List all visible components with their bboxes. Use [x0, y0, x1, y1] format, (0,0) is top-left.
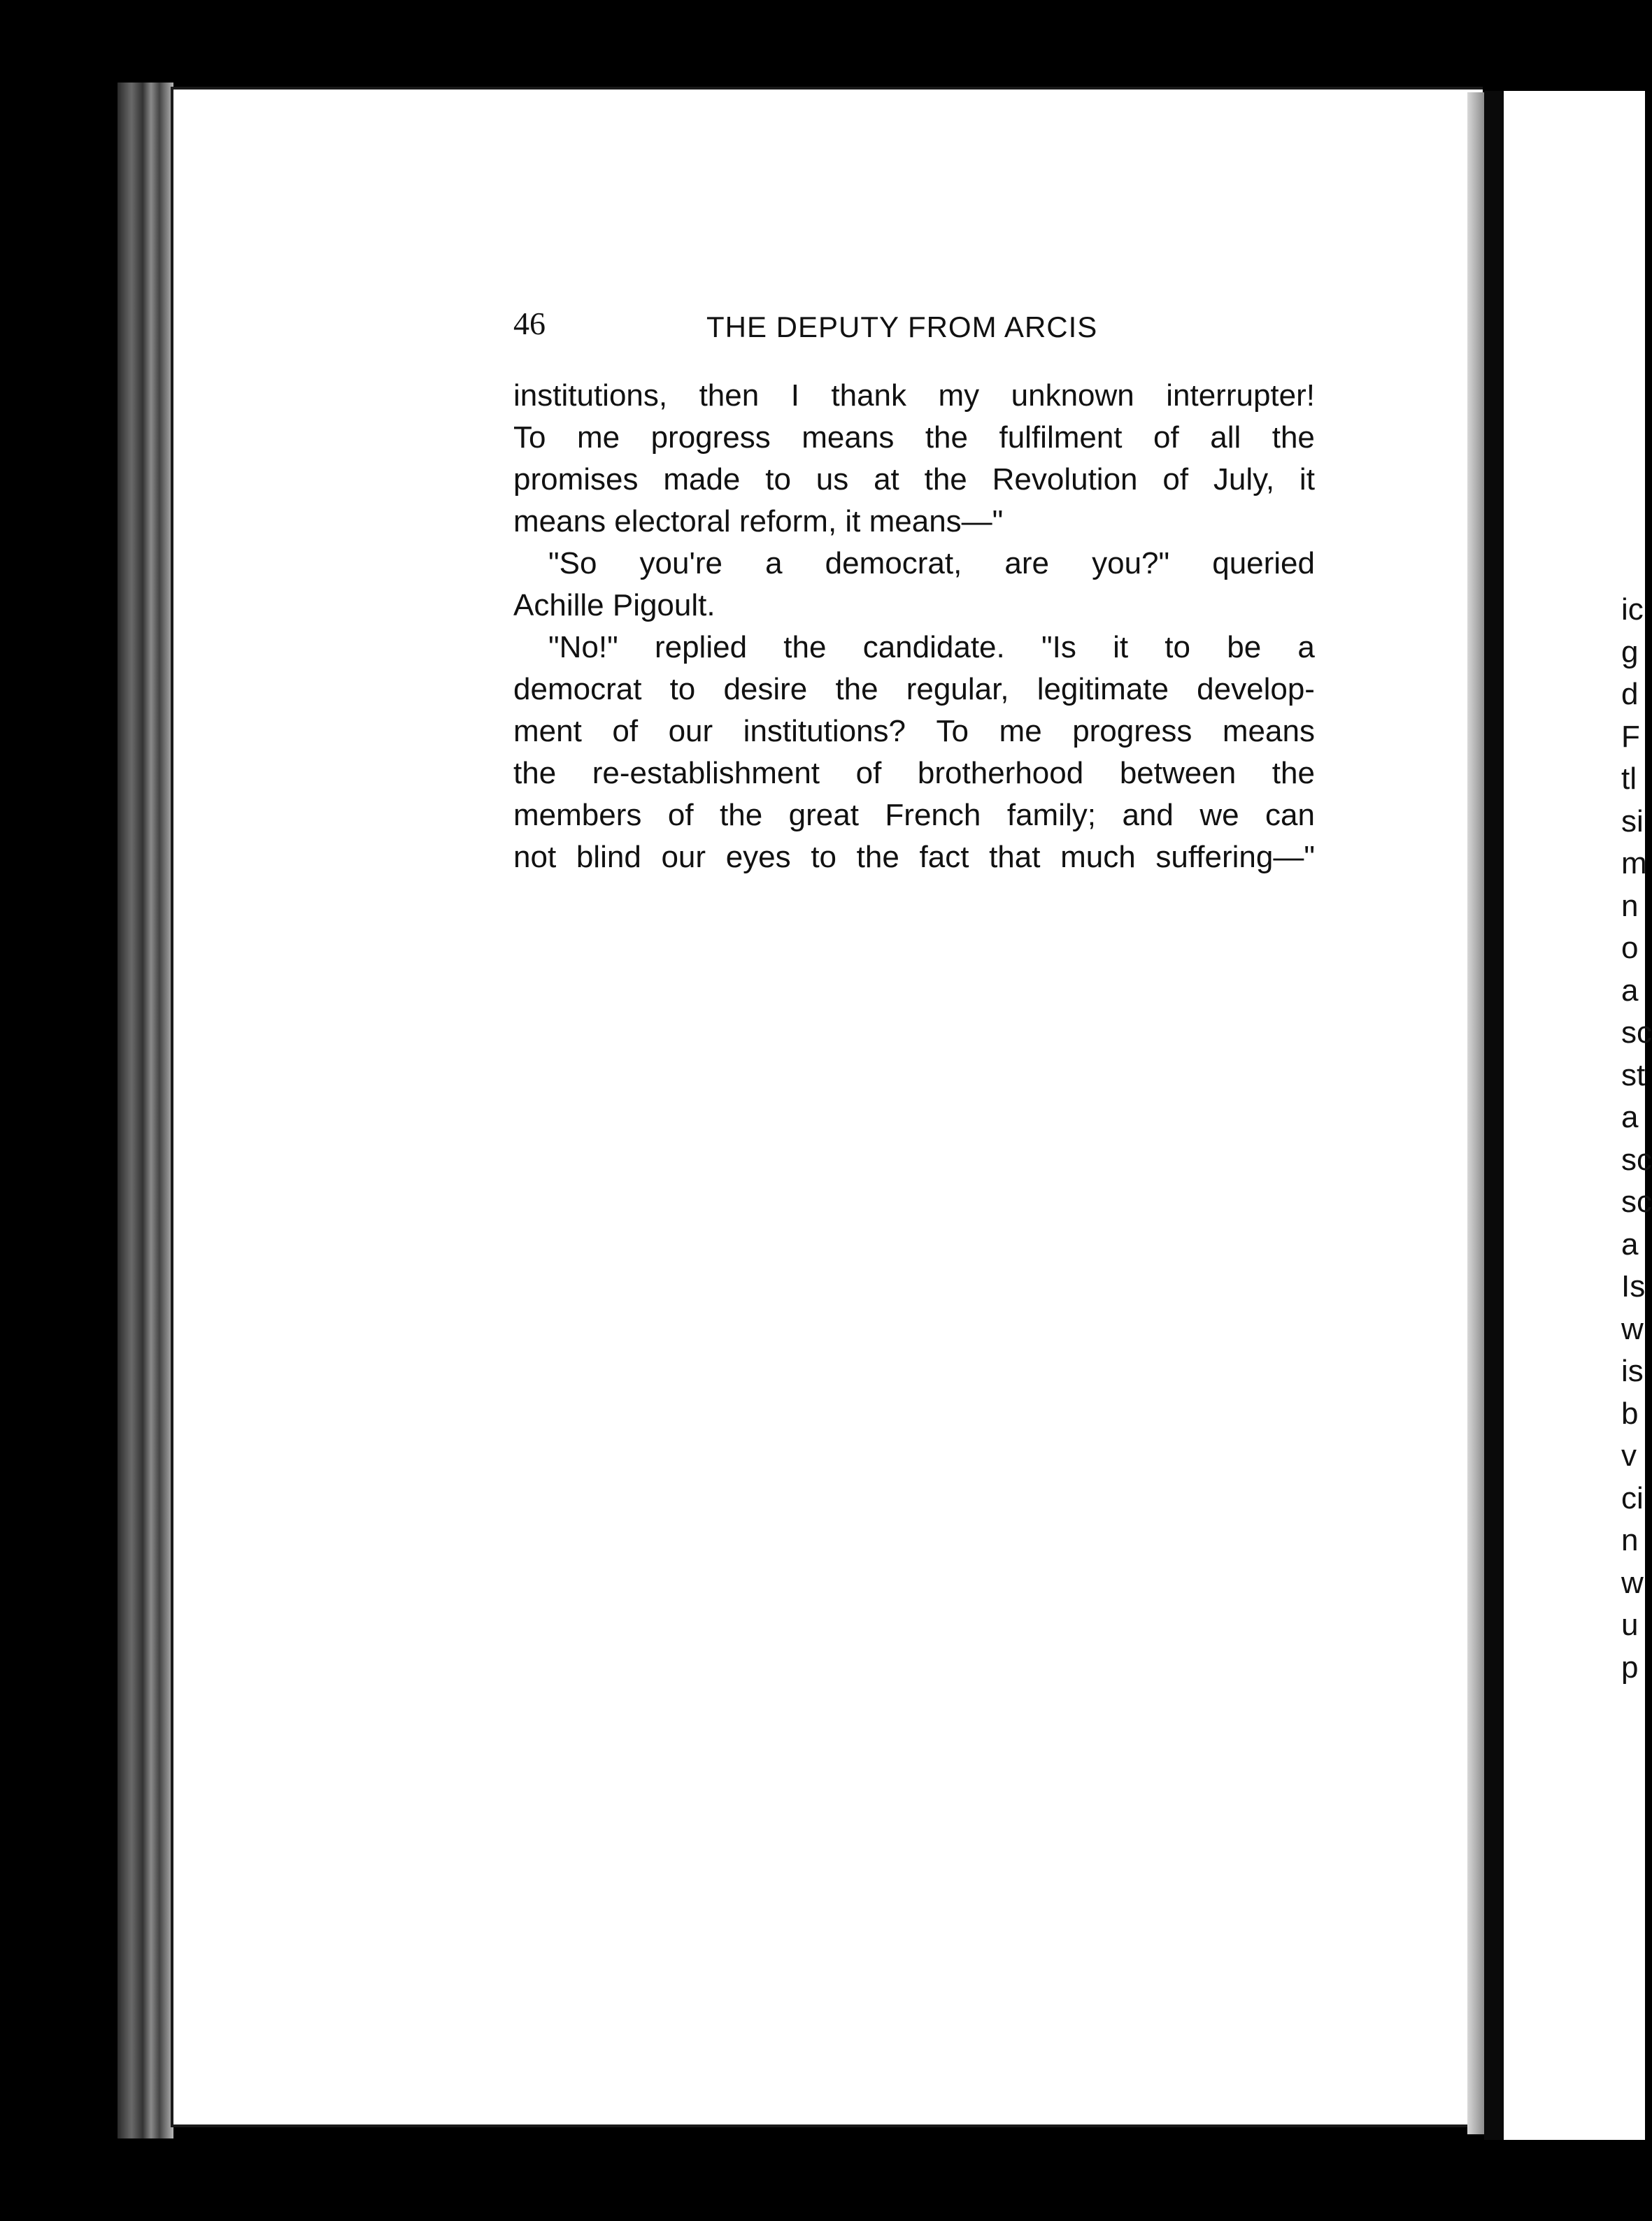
word: be	[1227, 630, 1262, 664]
book-page-edges	[118, 83, 173, 2138]
facing-page-line-fragment: sc	[1621, 1142, 1652, 1177]
word: much	[1060, 840, 1136, 874]
word: interrupter!	[1166, 378, 1315, 413]
facing-page-line-fragment: u	[1621, 1608, 1639, 1642]
word: re-establishment	[592, 756, 820, 790]
running-title: THE DEPUTY FROM ARCIS	[706, 310, 1098, 343]
word: it	[1299, 462, 1315, 497]
text-line	[513, 543, 1315, 585]
facing-page-line-fragment: g	[1621, 634, 1639, 669]
word: legitimate	[1037, 672, 1169, 706]
word: queried	[1212, 546, 1315, 580]
text-line	[513, 375, 1315, 417]
facing-page-line-fragment: tl	[1621, 762, 1637, 796]
word: the	[783, 630, 827, 664]
word: then	[699, 378, 760, 413]
word: To	[513, 420, 546, 455]
word: institutions?	[743, 714, 906, 748]
word: our	[661, 840, 706, 874]
facing-page-line-fragment: n	[1621, 1523, 1639, 1557]
facing-page-line-fragment: a	[1621, 1227, 1639, 1262]
facing-page-line-fragment: st	[1621, 1057, 1646, 1092]
word: means	[1222, 714, 1315, 748]
word: of	[612, 714, 639, 748]
word: of	[855, 756, 882, 790]
text-line	[513, 459, 1315, 501]
page-spine-shadow	[1467, 92, 1484, 2134]
text-line	[513, 752, 1315, 794]
word: promises	[513, 462, 639, 497]
word: means electoral reform, it means—"	[513, 504, 1004, 538]
word: all	[1210, 420, 1241, 455]
facing-page-line-fragment: a	[1621, 973, 1639, 1008]
word: me	[999, 714, 1042, 748]
word: eyes	[725, 840, 791, 874]
word: Achille Pigoult.	[513, 588, 715, 622]
word: "No!"	[548, 630, 618, 664]
word: the	[513, 756, 557, 790]
word: the	[835, 672, 878, 706]
word: democrat,	[825, 546, 962, 580]
word: regular,	[906, 672, 1009, 706]
word: develop-	[1197, 672, 1315, 706]
word: French	[885, 798, 981, 832]
word: of	[1153, 420, 1179, 455]
word: that	[989, 840, 1041, 874]
page-number: 46	[513, 306, 546, 341]
word: the	[1272, 756, 1315, 790]
word: the	[856, 840, 899, 874]
word: brotherhood	[917, 756, 1084, 790]
word: "So	[548, 546, 597, 580]
facing-page-line-fragment: Is	[1621, 1269, 1646, 1304]
text-line	[513, 627, 1315, 669]
facing-page-line-fragment: v	[1621, 1438, 1637, 1473]
word: institutions,	[513, 378, 668, 413]
word: thank	[831, 378, 907, 413]
word: fulfilment	[999, 420, 1123, 455]
running-head	[513, 305, 1315, 347]
facing-page-line-fragment: d	[1621, 677, 1639, 711]
word: our	[668, 714, 713, 748]
text-line	[513, 669, 1315, 710]
facing-page-line-fragment: a	[1621, 1100, 1639, 1134]
word: ment	[513, 714, 582, 748]
text-line	[513, 501, 1315, 543]
body-text	[513, 375, 1315, 878]
word: to	[1165, 630, 1190, 664]
word: the	[924, 462, 967, 497]
word: "Is	[1041, 630, 1076, 664]
facing-page-line-fragment: w	[1621, 1565, 1644, 1600]
word: to	[765, 462, 791, 497]
word: means	[802, 420, 895, 455]
word: of	[667, 798, 694, 832]
word: democrat	[513, 672, 642, 706]
facing-page-line-fragment: o	[1621, 931, 1639, 965]
facing-page-line-fragment: w	[1621, 1311, 1644, 1346]
word: members	[513, 798, 642, 832]
word: at	[874, 462, 899, 497]
word: not	[513, 840, 557, 874]
word: replied	[654, 630, 748, 664]
word: us	[816, 462, 849, 497]
word: the	[1272, 420, 1315, 455]
facing-page-text	[1621, 589, 1652, 1689]
text-line	[513, 417, 1315, 459]
facing-page-line-fragment: sc	[1621, 1015, 1652, 1050]
facing-page-line-fragment: ic	[1621, 592, 1644, 627]
facing-page-line-fragment: m	[1621, 846, 1647, 880]
word: I	[790, 378, 799, 413]
word: a	[765, 546, 783, 580]
word: my	[938, 378, 980, 413]
text-line	[513, 836, 1315, 878]
facing-page-line-fragment: si	[1621, 804, 1644, 838]
facing-page-line-fragment: p	[1621, 1650, 1639, 1685]
word: fact	[919, 840, 969, 874]
word: we	[1199, 798, 1239, 832]
word: blind	[576, 840, 641, 874]
word: To	[936, 714, 969, 748]
word: you're	[639, 546, 722, 580]
word: me	[576, 420, 620, 455]
word: a	[1297, 630, 1315, 664]
word: candidate.	[862, 630, 1005, 664]
text-line	[513, 794, 1315, 836]
word: great	[788, 798, 859, 832]
text-line	[513, 585, 1315, 627]
book-gutter	[1484, 91, 1504, 2140]
word: between	[1119, 756, 1237, 790]
word: desire	[723, 672, 808, 706]
word: Revolution	[992, 462, 1138, 497]
facing-page-line-fragment: n	[1621, 888, 1639, 923]
word: progress	[1072, 714, 1192, 748]
text-line	[513, 710, 1315, 752]
word: can	[1265, 798, 1315, 832]
word: it	[1113, 630, 1129, 664]
word: unknown	[1011, 378, 1134, 413]
word: to	[669, 672, 696, 706]
facing-page-line-fragment: is	[1621, 1354, 1644, 1388]
word: and	[1122, 798, 1174, 832]
word: the	[925, 420, 968, 455]
word: to	[811, 840, 837, 874]
facing-page-line-fragment: ci	[1621, 1480, 1644, 1515]
word: progress	[650, 420, 771, 455]
word: made	[663, 462, 741, 497]
word: suffering—"	[1155, 840, 1315, 874]
word: the	[720, 798, 763, 832]
facing-page-line-fragment: sc	[1621, 1185, 1652, 1219]
facing-page-line-fragment: b	[1621, 1396, 1639, 1431]
word: family;	[1006, 798, 1096, 832]
word: you?"	[1092, 546, 1170, 580]
word: July,	[1213, 462, 1275, 497]
facing-page-line-fragment: F	[1621, 719, 1640, 754]
word: are	[1004, 546, 1049, 580]
word: of	[1162, 462, 1189, 497]
